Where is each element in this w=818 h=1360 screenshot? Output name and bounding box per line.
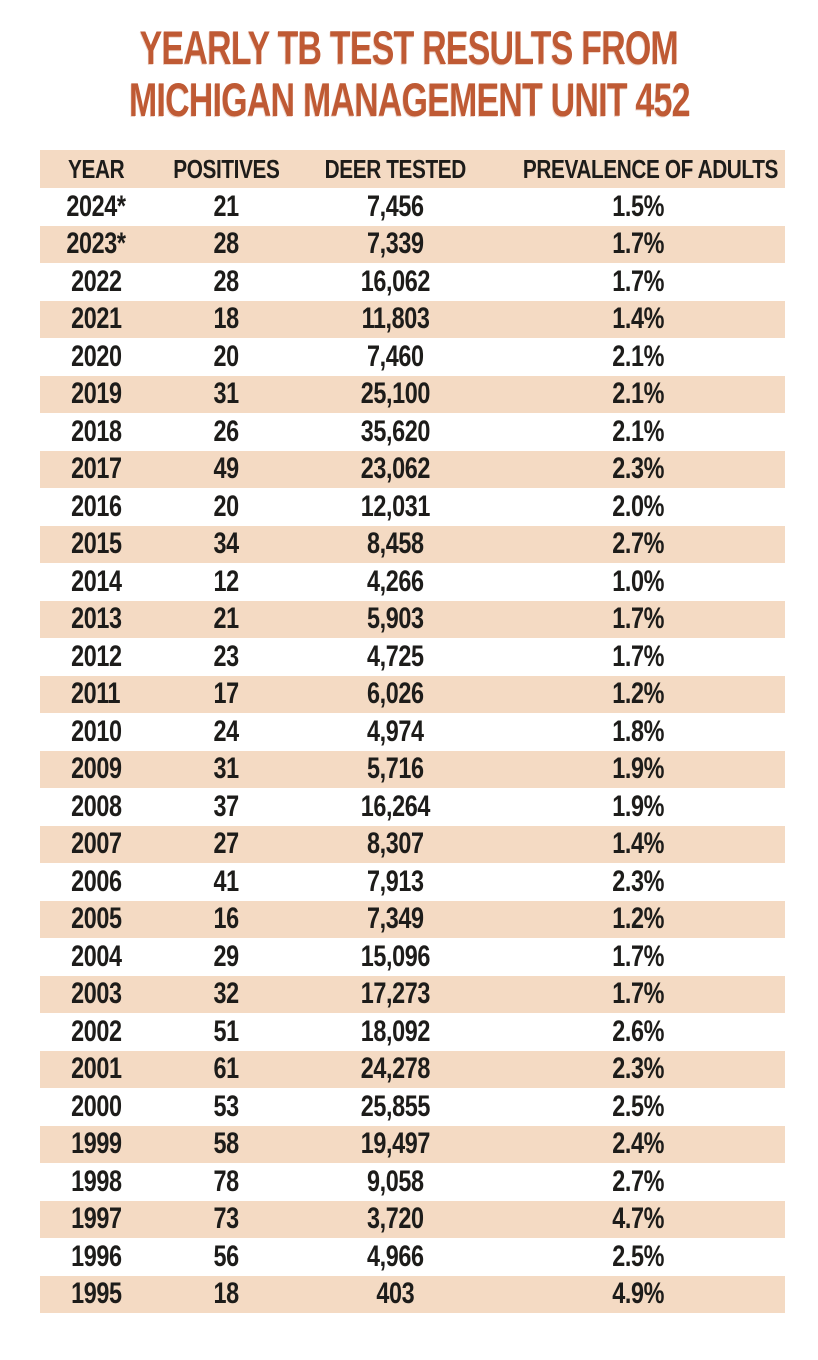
deer-tested-cell bbox=[301, 488, 491, 526]
cell-value: 21 bbox=[213, 602, 239, 636]
deer-tested-cell bbox=[301, 263, 491, 301]
deer-tested-cell bbox=[301, 826, 491, 864]
cell-value: 2020 bbox=[70, 339, 122, 373]
positives-cell bbox=[152, 526, 301, 564]
table-row bbox=[40, 601, 785, 639]
cell-value: 1.7% bbox=[611, 264, 664, 298]
deer-tested-cell bbox=[301, 338, 491, 376]
cell-value: 4,725 bbox=[367, 639, 425, 673]
table-row bbox=[40, 488, 785, 526]
prevalence-cell bbox=[491, 188, 785, 226]
cell-value: 61 bbox=[213, 1052, 239, 1086]
cell-value: 2.1% bbox=[611, 377, 664, 411]
positives-cell bbox=[152, 826, 301, 864]
table-row bbox=[40, 901, 785, 939]
page-title-text-1: YEARLY TB TEST RESULTS FROM bbox=[139, 21, 679, 74]
cell-value: 12,031 bbox=[361, 489, 431, 523]
table-row bbox=[40, 1051, 785, 1089]
cell-value: 1.4% bbox=[611, 302, 664, 336]
prevalence-cell bbox=[491, 788, 785, 826]
deer-tested-cell bbox=[301, 1088, 491, 1126]
cell-value: 28 bbox=[213, 264, 239, 298]
year-cell bbox=[40, 751, 152, 789]
table-row bbox=[40, 263, 785, 301]
cell-value: 2011 bbox=[71, 677, 121, 711]
cell-value: 2.6% bbox=[611, 1014, 664, 1048]
cell-value: 1.5% bbox=[611, 189, 664, 223]
cell-value: 1.2% bbox=[611, 677, 664, 711]
cell-value: 31 bbox=[213, 377, 239, 411]
positives-cell bbox=[152, 1088, 301, 1126]
cell-value: 16 bbox=[213, 902, 239, 936]
year-cell bbox=[40, 413, 152, 451]
cell-value: 1997 bbox=[70, 1202, 122, 1236]
cell-value: 18 bbox=[213, 1277, 239, 1311]
cell-value: 1.4% bbox=[611, 827, 664, 861]
deer-tested-cell bbox=[301, 938, 491, 976]
column-header-year bbox=[40, 150, 152, 188]
cell-value: 4,966 bbox=[367, 1239, 425, 1273]
cell-value: 2023* bbox=[66, 227, 126, 261]
year-cell bbox=[40, 1088, 152, 1126]
prevalence-cell bbox=[491, 301, 785, 339]
table-row bbox=[40, 863, 785, 901]
deer-tested-cell bbox=[301, 976, 491, 1014]
deer-tested-cell bbox=[301, 1163, 491, 1201]
deer-tested-cell bbox=[301, 376, 491, 414]
deer-tested-cell bbox=[301, 526, 491, 564]
prevalence-cell bbox=[491, 1013, 785, 1051]
cell-value: 2000 bbox=[70, 1089, 122, 1123]
column-header-year-label: YEAR bbox=[67, 153, 124, 184]
year-cell bbox=[40, 226, 152, 264]
positives-cell bbox=[152, 376, 301, 414]
column-header-prevalence-label: PREVALENCE OF ADULTS bbox=[522, 153, 778, 184]
positives-cell bbox=[152, 1163, 301, 1201]
cell-value: 26 bbox=[213, 414, 239, 448]
year-cell bbox=[40, 676, 152, 714]
cell-value: 2012 bbox=[70, 639, 122, 673]
positives-cell bbox=[152, 226, 301, 264]
deer-tested-cell bbox=[301, 226, 491, 264]
cell-value: 12 bbox=[213, 564, 239, 598]
cell-value: 23 bbox=[213, 639, 239, 673]
table-row bbox=[40, 563, 785, 601]
year-cell bbox=[40, 263, 152, 301]
prevalence-cell bbox=[491, 488, 785, 526]
year-cell bbox=[40, 826, 152, 864]
prevalence-cell bbox=[491, 1163, 785, 1201]
cell-value: 31 bbox=[213, 752, 239, 786]
cell-value: 2021 bbox=[70, 302, 122, 336]
cell-value: 1.2% bbox=[611, 902, 664, 936]
prevalence-cell bbox=[491, 1051, 785, 1089]
deer-tested-cell bbox=[301, 676, 491, 714]
cell-value: 6,026 bbox=[367, 677, 425, 711]
positives-cell bbox=[152, 751, 301, 789]
cell-value: 2.3% bbox=[611, 1052, 664, 1086]
cell-value: 5,716 bbox=[367, 752, 425, 786]
cell-value: 2024* bbox=[66, 189, 126, 223]
positives-cell bbox=[152, 676, 301, 714]
cell-value: 1.7% bbox=[611, 639, 664, 673]
positives-cell bbox=[152, 1126, 301, 1164]
table-row bbox=[40, 788, 785, 826]
cell-value: 2002 bbox=[70, 1014, 122, 1048]
year-cell bbox=[40, 563, 152, 601]
table-row bbox=[40, 713, 785, 751]
table-row bbox=[40, 301, 785, 339]
cell-value: 2019 bbox=[70, 377, 122, 411]
cell-value: 1.7% bbox=[611, 939, 664, 973]
year-cell bbox=[40, 376, 152, 414]
cell-value: 18 bbox=[213, 302, 239, 336]
year-cell bbox=[40, 526, 152, 564]
table-row bbox=[40, 826, 785, 864]
cell-value: 1.8% bbox=[611, 714, 664, 748]
column-header-positives-label: POSITIVES bbox=[173, 153, 280, 184]
cell-value: 4.9% bbox=[611, 1277, 664, 1311]
positives-cell bbox=[152, 188, 301, 226]
deer-tested-cell bbox=[301, 413, 491, 451]
table-row bbox=[40, 188, 785, 226]
year-cell bbox=[40, 1276, 152, 1314]
cell-value: 2018 bbox=[70, 414, 122, 448]
year-cell bbox=[40, 788, 152, 826]
prevalence-cell bbox=[491, 1126, 785, 1164]
cell-value: 16,264 bbox=[361, 789, 431, 823]
cell-value: 1995 bbox=[70, 1277, 122, 1311]
deer-tested-cell bbox=[301, 638, 491, 676]
table-row bbox=[40, 638, 785, 676]
year-cell bbox=[40, 301, 152, 339]
year-cell bbox=[40, 1126, 152, 1164]
positives-cell bbox=[152, 788, 301, 826]
deer-tested-cell bbox=[301, 1201, 491, 1239]
positives-cell bbox=[152, 638, 301, 676]
year-cell bbox=[40, 938, 152, 976]
positives-cell bbox=[152, 976, 301, 1014]
cell-value: 2005 bbox=[70, 902, 122, 936]
table-row bbox=[40, 676, 785, 714]
cell-value: 2016 bbox=[70, 489, 122, 523]
table-row bbox=[40, 1126, 785, 1164]
cell-value: 7,456 bbox=[367, 189, 425, 223]
cell-value: 25,855 bbox=[361, 1089, 431, 1123]
deer-tested-cell bbox=[301, 713, 491, 751]
cell-value: 35,620 bbox=[361, 414, 431, 448]
cell-value: 2014 bbox=[70, 564, 122, 598]
deer-tested-cell bbox=[301, 451, 491, 489]
cell-value: 2015 bbox=[70, 527, 122, 561]
page-title-line-2 bbox=[0, 74, 818, 126]
deer-tested-cell bbox=[301, 863, 491, 901]
deer-tested-cell bbox=[301, 601, 491, 639]
table-row bbox=[40, 451, 785, 489]
prevalence-cell bbox=[491, 713, 785, 751]
deer-tested-cell bbox=[301, 901, 491, 939]
cell-value: 56 bbox=[213, 1239, 239, 1273]
table-row bbox=[40, 1088, 785, 1126]
cell-value: 49 bbox=[213, 452, 239, 486]
year-cell bbox=[40, 451, 152, 489]
positives-cell bbox=[152, 713, 301, 751]
column-header-prevalence bbox=[491, 150, 785, 188]
cell-value: 41 bbox=[213, 864, 239, 898]
table-row bbox=[40, 1201, 785, 1239]
year-cell bbox=[40, 713, 152, 751]
table-row bbox=[40, 938, 785, 976]
cell-value: 20 bbox=[213, 489, 239, 523]
prevalence-cell bbox=[491, 826, 785, 864]
cell-value: 51 bbox=[213, 1014, 239, 1048]
cell-value: 3,720 bbox=[367, 1202, 425, 1236]
positives-cell bbox=[152, 301, 301, 339]
deer-tested-cell bbox=[301, 301, 491, 339]
column-header-deer-tested bbox=[301, 150, 491, 188]
cell-value: 7,913 bbox=[367, 864, 425, 898]
positives-cell bbox=[152, 863, 301, 901]
header-row bbox=[40, 150, 785, 188]
cell-value: 2.7% bbox=[611, 1164, 664, 1198]
table-row bbox=[40, 976, 785, 1014]
table-row bbox=[40, 526, 785, 564]
cell-value: 15,096 bbox=[361, 939, 431, 973]
cell-value: 8,307 bbox=[367, 827, 425, 861]
positives-cell bbox=[152, 1051, 301, 1089]
year-cell bbox=[40, 338, 152, 376]
positives-cell bbox=[152, 1013, 301, 1051]
year-cell bbox=[40, 601, 152, 639]
prevalence-cell bbox=[491, 901, 785, 939]
positives-cell bbox=[152, 938, 301, 976]
deer-tested-cell bbox=[301, 788, 491, 826]
cell-value: 2008 bbox=[70, 789, 122, 823]
cell-value: 24 bbox=[213, 714, 239, 748]
cell-value: 1.7% bbox=[611, 602, 664, 636]
positives-cell bbox=[152, 563, 301, 601]
cell-value: 25,100 bbox=[361, 377, 431, 411]
cell-value: 2.1% bbox=[611, 414, 664, 448]
cell-value: 2.5% bbox=[611, 1089, 664, 1123]
cell-value: 1999 bbox=[70, 1127, 122, 1161]
cell-value: 7,349 bbox=[367, 902, 425, 936]
cell-value: 7,339 bbox=[367, 227, 425, 261]
prevalence-cell bbox=[491, 563, 785, 601]
prevalence-cell bbox=[491, 413, 785, 451]
cell-value: 73 bbox=[213, 1202, 239, 1236]
table-row bbox=[40, 751, 785, 789]
cell-value: 7,460 bbox=[367, 339, 425, 373]
deer-tested-cell bbox=[301, 1013, 491, 1051]
cell-value: 1.9% bbox=[611, 789, 664, 823]
cell-value: 16,062 bbox=[361, 264, 431, 298]
cell-value: 18,092 bbox=[361, 1014, 431, 1048]
prevalence-cell bbox=[491, 863, 785, 901]
deer-tested-cell bbox=[301, 1276, 491, 1314]
table-row bbox=[40, 1013, 785, 1051]
cell-value: 24,278 bbox=[361, 1052, 431, 1086]
cell-value: 32 bbox=[213, 977, 239, 1011]
positives-cell bbox=[152, 451, 301, 489]
prevalence-cell bbox=[491, 638, 785, 676]
cell-value: 2006 bbox=[70, 864, 122, 898]
cell-value: 4,266 bbox=[367, 564, 425, 598]
year-cell bbox=[40, 1051, 152, 1089]
cell-value: 2003 bbox=[70, 977, 122, 1011]
positives-cell bbox=[152, 263, 301, 301]
cell-value: 9,058 bbox=[367, 1164, 425, 1198]
cell-value: 2013 bbox=[70, 602, 122, 636]
cell-value: 2.4% bbox=[611, 1127, 664, 1161]
deer-tested-cell bbox=[301, 563, 491, 601]
positives-cell bbox=[152, 413, 301, 451]
table-row bbox=[40, 1276, 785, 1314]
positives-cell bbox=[152, 1238, 301, 1276]
cell-value: 2.7% bbox=[611, 527, 664, 561]
cell-value: 2.3% bbox=[611, 864, 664, 898]
year-cell bbox=[40, 188, 152, 226]
cell-value: 403 bbox=[376, 1277, 415, 1311]
table-row bbox=[40, 1163, 785, 1201]
cell-value: 1.7% bbox=[611, 977, 664, 1011]
cell-value: 4,974 bbox=[367, 714, 425, 748]
cell-value: 2.1% bbox=[611, 339, 664, 373]
cell-value: 2.5% bbox=[611, 1239, 664, 1273]
deer-tested-cell bbox=[301, 1238, 491, 1276]
prevalence-cell bbox=[491, 601, 785, 639]
deer-tested-cell bbox=[301, 1126, 491, 1164]
cell-value: 20 bbox=[213, 339, 239, 373]
year-cell bbox=[40, 901, 152, 939]
cell-value: 4.7% bbox=[611, 1202, 664, 1236]
cell-value: 28 bbox=[213, 227, 239, 261]
deer-tested-cell bbox=[301, 1051, 491, 1089]
year-cell bbox=[40, 1013, 152, 1051]
prevalence-cell bbox=[491, 1238, 785, 1276]
prevalence-cell bbox=[491, 226, 785, 264]
prevalence-cell bbox=[491, 976, 785, 1014]
positives-cell bbox=[152, 338, 301, 376]
year-cell bbox=[40, 488, 152, 526]
prevalence-cell bbox=[491, 751, 785, 789]
cell-value: 2.0% bbox=[611, 489, 664, 523]
page-title-text-2: MICHIGAN MANAGEMENT UNIT 452 bbox=[128, 73, 690, 126]
year-cell bbox=[40, 1163, 152, 1201]
positives-cell bbox=[152, 488, 301, 526]
table-row bbox=[40, 1238, 785, 1276]
cell-value: 1.0% bbox=[611, 564, 664, 598]
prevalence-cell bbox=[491, 1088, 785, 1126]
prevalence-cell bbox=[491, 451, 785, 489]
prevalence-cell bbox=[491, 338, 785, 376]
cell-value: 2001 bbox=[70, 1052, 122, 1086]
cell-value: 37 bbox=[213, 789, 239, 823]
prevalence-cell bbox=[491, 376, 785, 414]
table-row bbox=[40, 376, 785, 414]
cell-value: 17 bbox=[213, 677, 239, 711]
column-header-positives bbox=[152, 150, 301, 188]
cell-value: 8,458 bbox=[367, 527, 425, 561]
cell-value: 23,062 bbox=[361, 452, 431, 486]
prevalence-cell bbox=[491, 938, 785, 976]
prevalence-cell bbox=[491, 1201, 785, 1239]
prevalence-cell bbox=[491, 526, 785, 564]
table-row bbox=[40, 226, 785, 264]
cell-value: 34 bbox=[213, 527, 239, 561]
cell-value: 78 bbox=[213, 1164, 239, 1198]
cell-value: 1998 bbox=[70, 1164, 122, 1198]
positives-cell bbox=[152, 601, 301, 639]
cell-value: 53 bbox=[213, 1089, 239, 1123]
positives-cell bbox=[152, 901, 301, 939]
page-title-line-1 bbox=[0, 22, 818, 74]
cell-value: 21 bbox=[213, 189, 239, 223]
cell-value: 1.9% bbox=[611, 752, 664, 786]
cell-value: 2.3% bbox=[611, 452, 664, 486]
cell-value: 2004 bbox=[70, 939, 122, 973]
cell-value: 2022 bbox=[70, 264, 122, 298]
cell-value: 1996 bbox=[70, 1239, 122, 1273]
prevalence-cell bbox=[491, 676, 785, 714]
cell-value: 58 bbox=[213, 1127, 239, 1161]
cell-value: 2009 bbox=[70, 752, 122, 786]
year-cell bbox=[40, 1238, 152, 1276]
cell-value: 29 bbox=[213, 939, 239, 973]
column-header-deer-tested-label: DEER TESTED bbox=[325, 153, 467, 184]
cell-value: 11,803 bbox=[361, 302, 430, 336]
year-cell bbox=[40, 976, 152, 1014]
table-header bbox=[40, 150, 785, 188]
results-table bbox=[40, 150, 785, 1313]
cell-value: 19,497 bbox=[361, 1127, 431, 1161]
cell-value: 2017 bbox=[70, 452, 122, 486]
cell-value: 17,273 bbox=[361, 977, 431, 1011]
deer-tested-cell bbox=[301, 188, 491, 226]
cell-value: 5,903 bbox=[367, 602, 425, 636]
positives-cell bbox=[152, 1276, 301, 1314]
positives-cell bbox=[152, 1201, 301, 1239]
cell-value: 2007 bbox=[70, 827, 122, 861]
year-cell bbox=[40, 638, 152, 676]
table-row bbox=[40, 413, 785, 451]
year-cell bbox=[40, 1201, 152, 1239]
prevalence-cell bbox=[491, 1276, 785, 1314]
prevalence-cell bbox=[491, 263, 785, 301]
deer-tested-cell bbox=[301, 751, 491, 789]
cell-value: 2010 bbox=[70, 714, 122, 748]
cell-value: 1.7% bbox=[611, 227, 664, 261]
year-cell bbox=[40, 863, 152, 901]
table-body bbox=[40, 188, 785, 1313]
page-title bbox=[0, 0, 818, 126]
cell-value: 27 bbox=[213, 827, 239, 861]
table-row bbox=[40, 338, 785, 376]
